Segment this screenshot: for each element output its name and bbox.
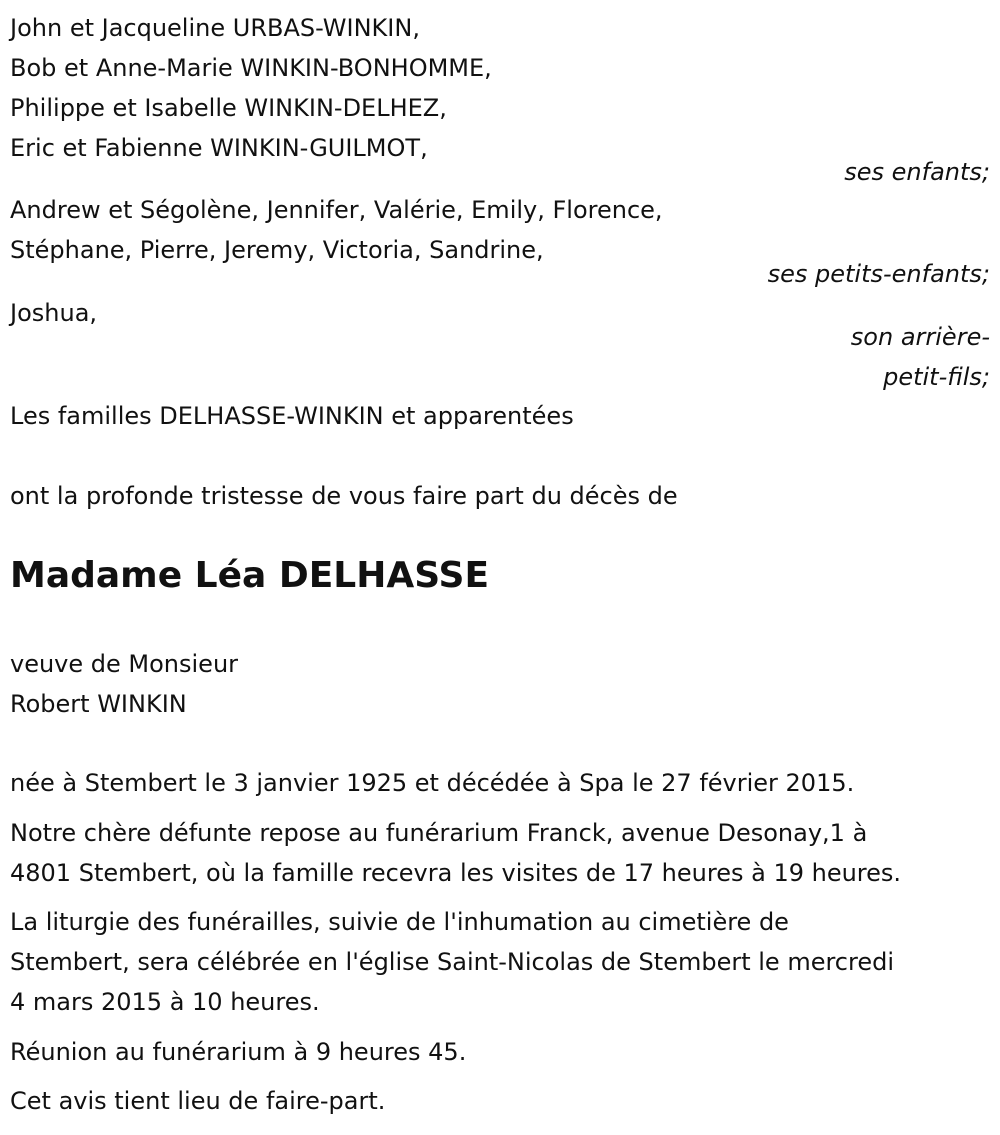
- widow-of-line-1: veuve de Monsieur: [10, 650, 239, 678]
- liturgy-line-1: La liturgie des funérailles, suivie de l'inhumation au cimetière de: [10, 908, 789, 936]
- children-role: ses enfants;: [844, 158, 990, 186]
- birth-death-line: née à Stembert le 3 janvier 1925 et décédée à Spa le 27 février 2015.: [10, 769, 855, 797]
- widow-of-line-2: Robert WINKIN: [10, 690, 187, 718]
- great-grandchild-role-1: son arrière-: [850, 323, 990, 351]
- liturgy-line-3: 4 mars 2015 à 10 heures.: [10, 988, 320, 1016]
- great-grandchild: Joshua,: [10, 299, 98, 327]
- child-line-1: John et Jacqueline URBAS-WINKIN,: [10, 14, 420, 42]
- child-line-2: Bob et Anne-Marie WINKIN-BONHOMME,: [10, 54, 492, 82]
- grandchildren-line-2: Stéphane, Pierre, Jeremy, Victoria, Sandrine,: [10, 236, 544, 264]
- families-line: Les familles DELHASSE-WINKIN et apparentées: [10, 402, 574, 430]
- repose-line-1: Notre chère défunte repose au funérarium Franck, avenue Desonay,1 à: [10, 819, 868, 847]
- notice-line: Cet avis tient lieu de faire-part.: [10, 1087, 386, 1115]
- announcement-line: ont la profonde tristesse de vous faire part du décès de: [10, 482, 678, 510]
- repose-line-2: 4801 Stembert, où la famille recevra les visites de 17 heures à 19 heures.: [10, 859, 902, 887]
- grandchildren-role: ses petits-enfants;: [767, 260, 990, 288]
- liturgy-line-2: Stembert, sera célébrée en l'église Saint-Nicolas de Stembert le mercredi: [10, 948, 895, 976]
- child-line-4: Eric et Fabienne WINKIN-GUILMOT,: [10, 134, 428, 162]
- deceased-name: Madame Léa DELHASSE: [10, 555, 490, 596]
- child-line-3: Philippe et Isabelle WINKIN-DELHEZ,: [10, 94, 447, 122]
- meeting-line: Réunion au funérarium à 9 heures 45.: [10, 1038, 467, 1066]
- grandchildren-line-1: Andrew et Ségolène, Jennifer, Valérie, Emily, Florence,: [10, 196, 663, 224]
- great-grandchild-role-2: petit-fils;: [883, 363, 990, 391]
